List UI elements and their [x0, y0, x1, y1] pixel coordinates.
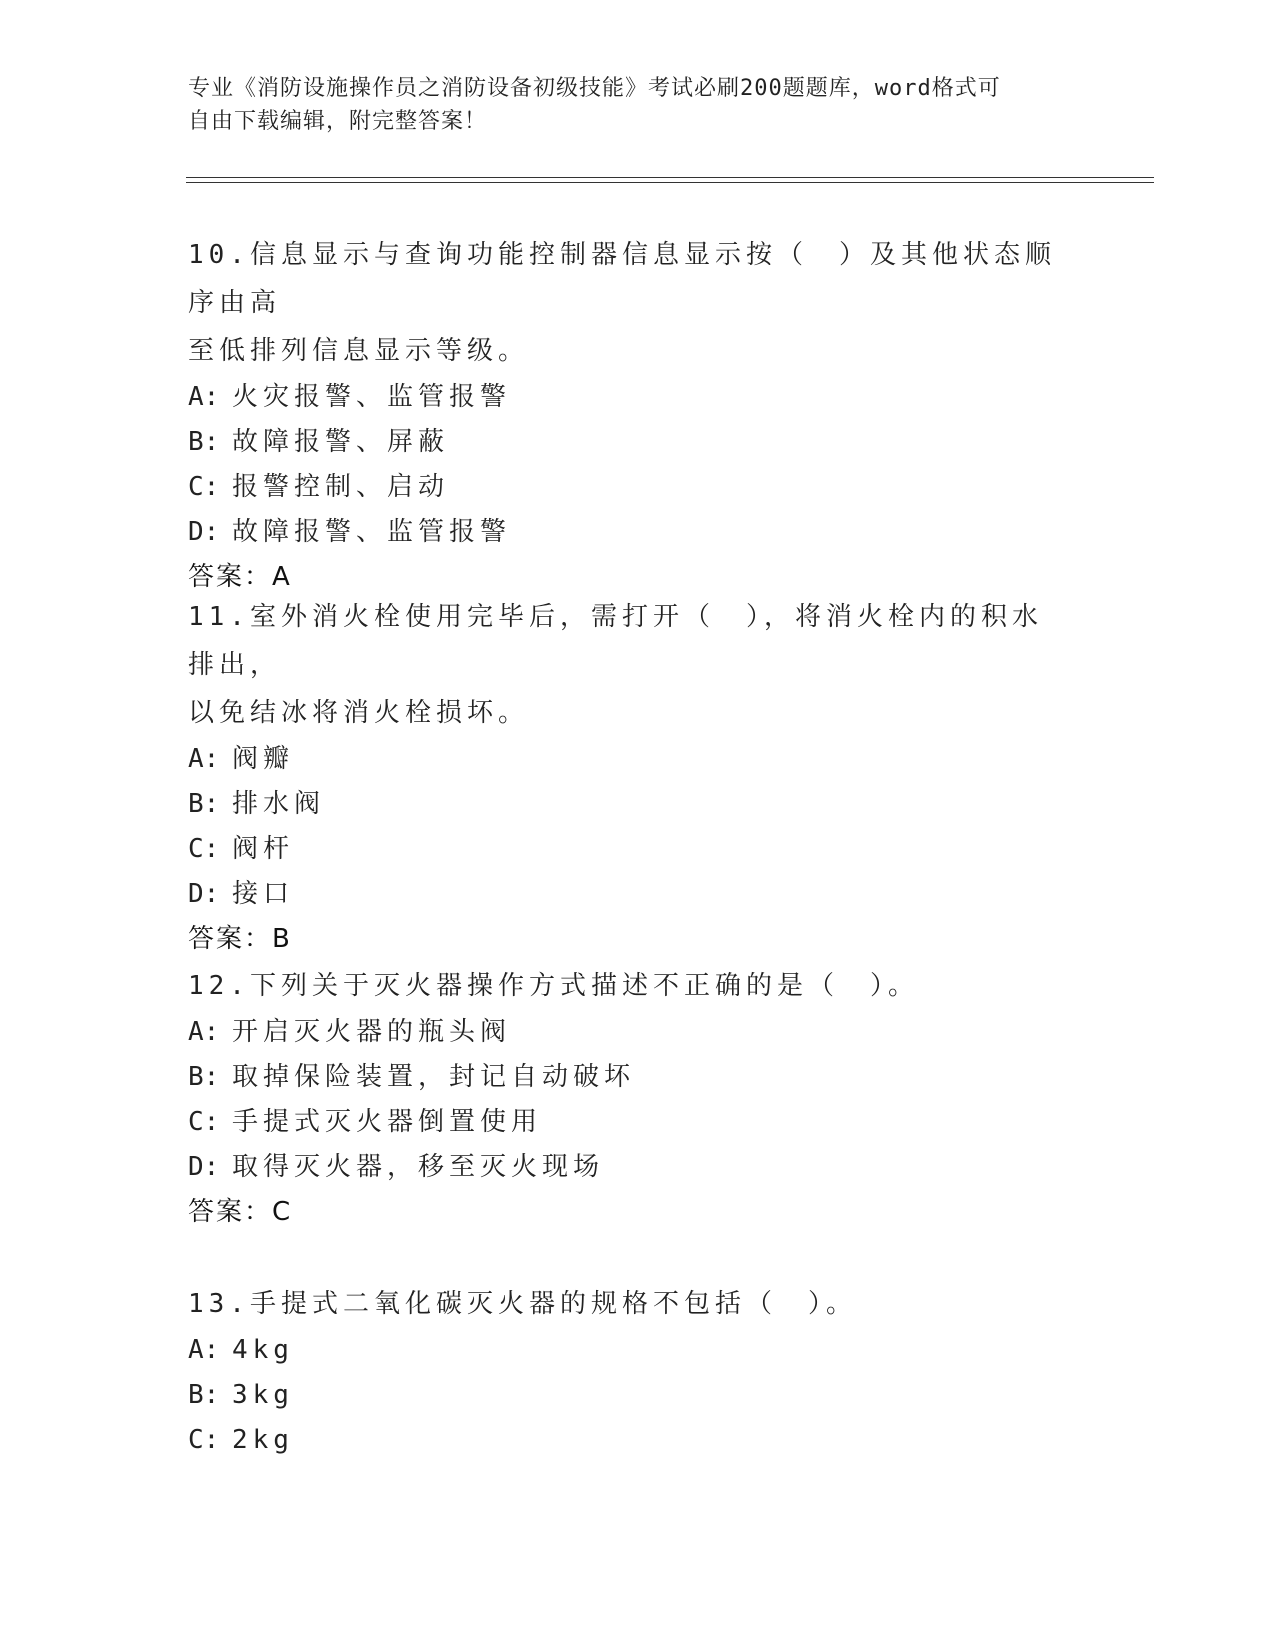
header-title-line1: 专业《消防设施操作员之消防设备初级技能》考试必刷200题题库，word格式可	[188, 76, 1001, 101]
question-13	[188, 1280, 1088, 1463]
option-a	[188, 1010, 1088, 1055]
option-text: 火灾报警、监管报警	[232, 382, 512, 412]
option-key: B:	[188, 1380, 220, 1410]
header-title-line2: 自由下载编辑，附完整答案！	[188, 109, 488, 134]
question-stem-line2: 至低排列信息显示等级。	[188, 336, 530, 366]
option-text: 排水阀	[232, 789, 326, 819]
option-d	[188, 510, 1088, 555]
option-text: 4kg	[232, 1335, 294, 1365]
option-text: 故障报警、屏蔽	[232, 427, 450, 457]
option-b	[188, 1055, 1088, 1100]
option-a	[188, 1328, 1088, 1373]
option-key: A:	[188, 744, 220, 774]
option-key: C:	[188, 472, 220, 502]
option-text: 手提式灭火器倒置使用	[232, 1107, 543, 1137]
option-key: A:	[188, 1335, 220, 1365]
answer-line: 答案：B	[188, 924, 292, 954]
option-key: D:	[188, 1152, 220, 1182]
question-stem-line1: 10.信息显示与查询功能控制器信息显示按（ ）及其他状态顺序由高	[188, 240, 1056, 318]
option-d	[188, 1145, 1088, 1190]
question-stem-line1: 13.手提式二氧化碳灭火器的规格不包括（ ）。	[188, 1289, 857, 1319]
option-text: 故障报警、监管报警	[232, 517, 512, 547]
option-text: 开启灭火器的瓶头阀	[232, 1017, 512, 1047]
option-a	[188, 375, 1088, 420]
question-stem	[188, 962, 1068, 1010]
option-c	[188, 827, 1088, 872]
option-key: A:	[188, 382, 220, 412]
option-text: 取得灭火器，移至灭火现场	[232, 1152, 605, 1182]
option-key: B:	[188, 1062, 220, 1092]
header-divider-bottom	[186, 182, 1154, 183]
option-key: B:	[188, 789, 220, 819]
option-b	[188, 1373, 1088, 1418]
header-divider-top	[186, 177, 1154, 178]
option-c	[188, 1418, 1088, 1463]
question-stem	[188, 231, 1068, 375]
option-key: C:	[188, 1107, 220, 1137]
option-text: 接口	[232, 879, 295, 909]
document-header	[188, 72, 1068, 138]
question-stem-line1: 12.下列关于灭火器操作方式描述不正确的是（ ）。	[188, 971, 919, 1001]
option-key: C:	[188, 1425, 220, 1455]
option-text: 3kg	[232, 1380, 294, 1410]
option-b	[188, 420, 1088, 465]
option-text: 取掉保险装置，封记自动破坏	[232, 1062, 636, 1092]
question-stem	[188, 1280, 1068, 1328]
question-stem-line2: 以免结冰将消火栓损坏。	[188, 698, 530, 728]
option-key: D:	[188, 879, 220, 909]
option-c	[188, 1100, 1088, 1145]
answer-line: 答案：C	[188, 1197, 293, 1227]
option-text: 阀瓣	[232, 744, 295, 774]
option-text: 阀杆	[232, 834, 295, 864]
question-10	[188, 231, 1088, 600]
question-11	[188, 593, 1088, 962]
option-key: B:	[188, 427, 220, 457]
question-12	[188, 962, 1088, 1235]
option-a	[188, 737, 1088, 782]
option-key: D:	[188, 517, 220, 547]
option-text: 2kg	[232, 1425, 294, 1455]
answer-line: 答案：A	[188, 562, 292, 592]
option-b	[188, 782, 1088, 827]
option-key: A:	[188, 1017, 220, 1047]
question-stem	[188, 593, 1068, 737]
option-text: 报警控制、启动	[232, 472, 450, 502]
option-c	[188, 465, 1088, 510]
question-stem-line1: 11.室外消火栓使用完毕后，需打开（ ），将消火栓内的积水排出，	[188, 602, 1043, 680]
option-key: C:	[188, 834, 220, 864]
option-d	[188, 872, 1088, 917]
